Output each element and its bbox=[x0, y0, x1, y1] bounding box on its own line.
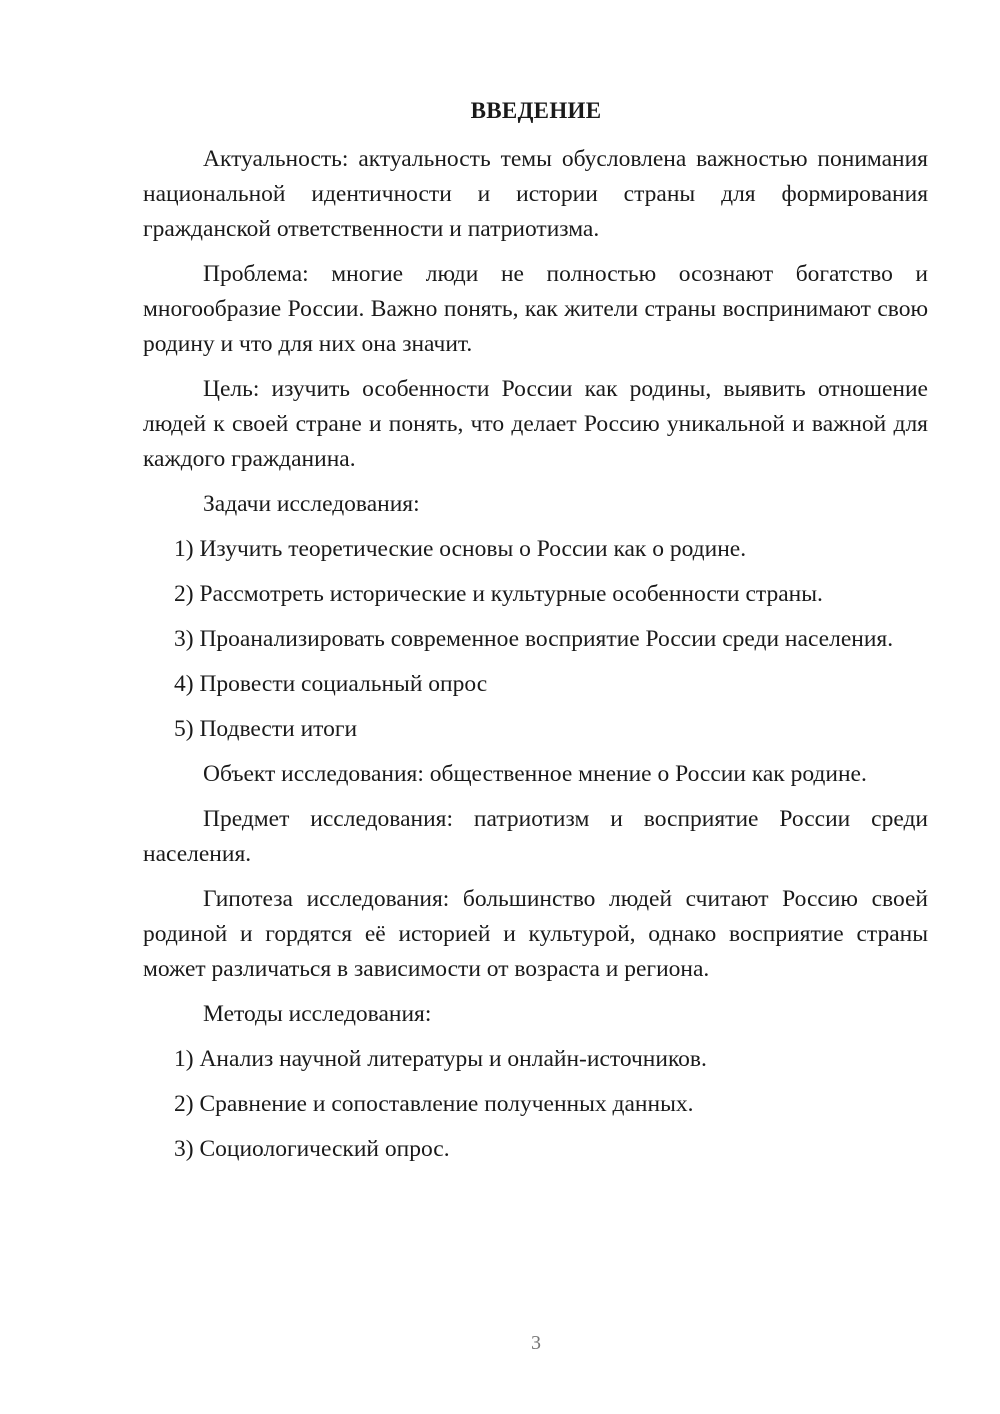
relevance-paragraph: Актуальность: актуальность темы обусловлена важностью понимания национальной идентичности и истории страны для формирования гражданской ответственности и патриотизма. bbox=[143, 146, 928, 242]
method-item-2: 2) Сравнение и сопоставление полученных данных. bbox=[174, 1091, 694, 1117]
document-body bbox=[143, 142, 928, 1177]
subject-paragraph: Предмет исследования: патриотизм и восприятие России среди населения. bbox=[143, 806, 928, 867]
goal-paragraph: Цель: изучить особенности России как родины, выявить отношение людей к своей стране и понять, что делает Россию уникальной и важной для каждого гражданина. bbox=[143, 376, 928, 472]
method-item-3: 3) Социологический опрос. bbox=[174, 1136, 450, 1162]
page-number: 3 bbox=[531, 1332, 541, 1354]
methods-heading: Методы исследования: bbox=[203, 1001, 432, 1027]
method-item-1: 1) Анализ научной литературы и онлайн-источников. bbox=[174, 1046, 707, 1072]
tasks-heading: Задачи исследования: bbox=[203, 491, 420, 517]
task-item-5: 5) Подвести итоги bbox=[174, 716, 358, 742]
page-title: ВВЕДЕНИЕ bbox=[470, 98, 602, 123]
task-item-4: 4) Провести социальный опрос bbox=[174, 671, 488, 697]
task-item-1: 1) Изучить теоретические основы о России как о родине. bbox=[174, 536, 747, 562]
object-paragraph: Объект исследования: общественное мнение о России как родине. bbox=[203, 761, 867, 787]
problem-paragraph: Проблема: многие люди не полностью осознают богатство и многообразие России. Важно понять, как жители страны воспринимают свою родину и что для них она значит. bbox=[143, 261, 928, 357]
task-item-2: 2) Рассмотреть исторические и культурные особенности страны. bbox=[174, 581, 823, 607]
task-item-3: 3) Проанализировать современное восприятие России среди населения. bbox=[174, 626, 894, 652]
hypothesis-paragraph: Гипотеза исследования: большинство людей считают Россию своей родиной и гордятся её историей и культурой, однако восприятие страны может различаться в зависимости от возраста и региона. bbox=[143, 886, 928, 982]
